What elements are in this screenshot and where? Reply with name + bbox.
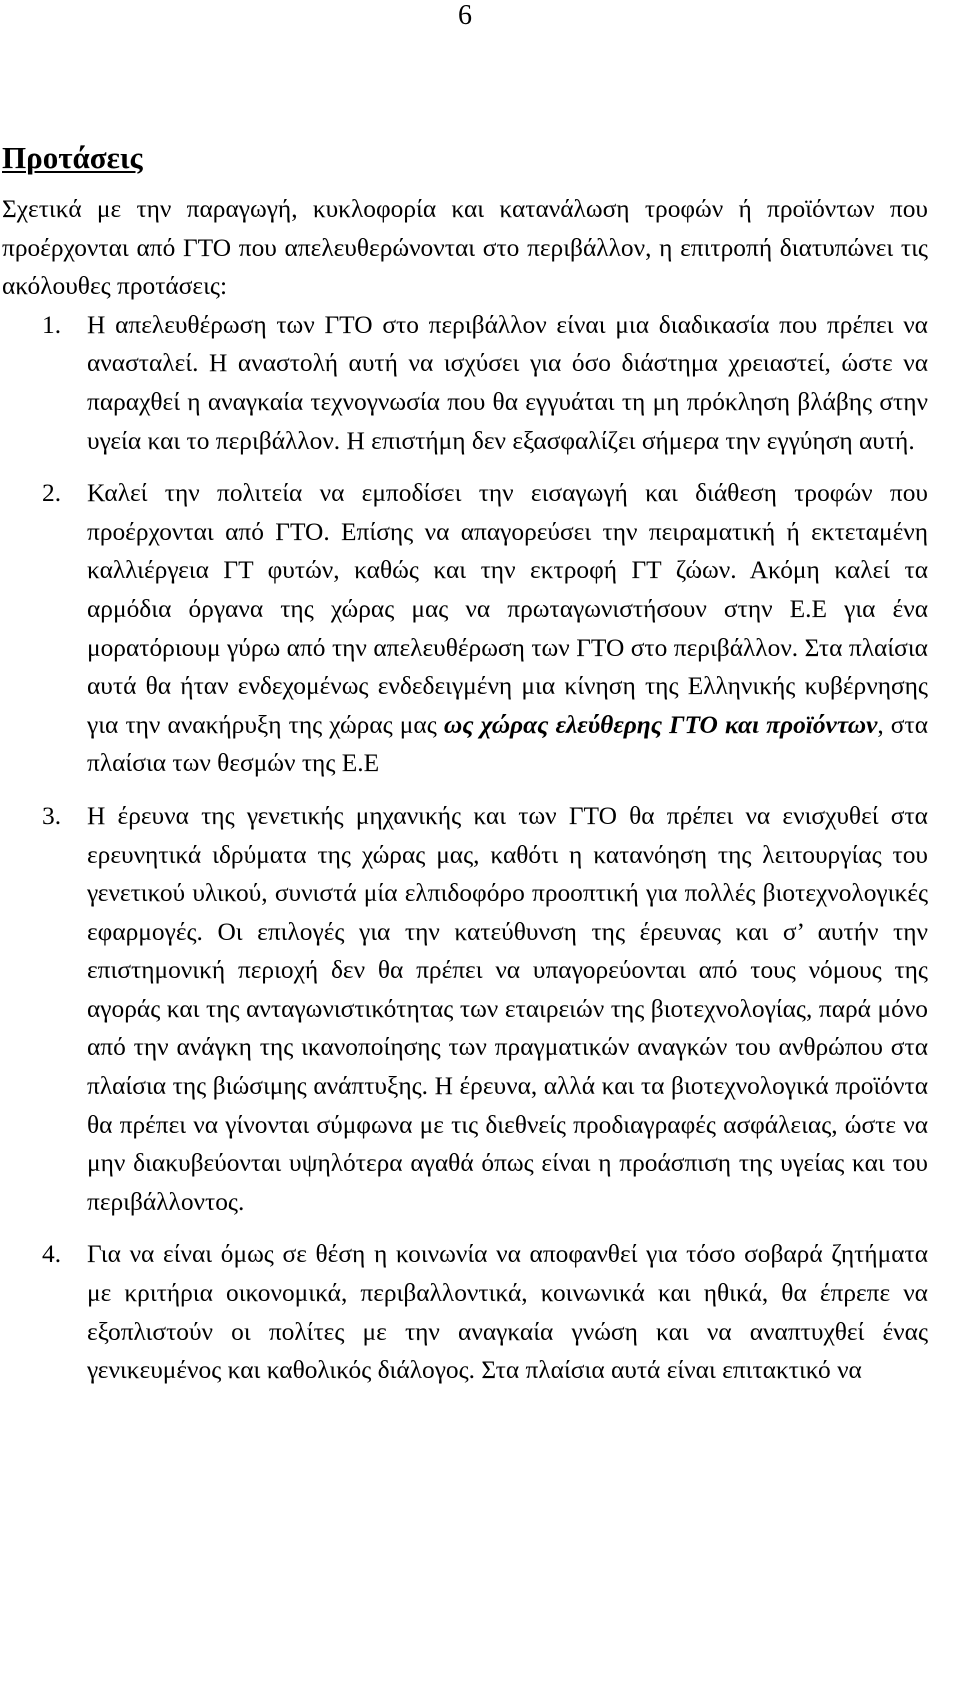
proposal-item-2	[2, 474, 928, 783]
document-body	[2, 190, 928, 1390]
intro-paragraph: Σχετικά με την παραγωγή, κυκλοφορία και κατανάλωση τροφών ή προϊόντων που προέρχονται από ΓΤΟ που απελευθερώνονται στο περιβάλλον, η επιτροπή διατυπώνει τις ακόλουθες προτάσεις:	[2, 195, 928, 301]
page-number: 6	[458, 0, 472, 31]
section-heading: Προτάσεις	[2, 140, 143, 175]
proposal-number: 3.	[42, 801, 62, 830]
proposal-item-3	[2, 797, 928, 1222]
proposal-text-after: , στα πλαίσια των θεσμών της Ε.Ε	[87, 710, 929, 778]
proposal-text: Για να είναι όμως σε θέση η κοινωνία να αποφανθεί για τόσο σοβαρά ζητήματα με κριτήρια οικονομικά, περιβαλλοντικά, κοινωνικά και ηθικά, θα έπρεπε να εξοπλιστούν οι πολίτες με την αναγκαία γνώση και να αναπτυχθεί ένας γενικευμένος και καθολικός διάλογος. Στα πλαίσια αυτά είναι επιτακτικό να	[87, 1240, 928, 1385]
proposal-number: 4.	[42, 1240, 62, 1269]
proposal-item-1	[2, 306, 928, 460]
proposal-item-4	[2, 1235, 928, 1389]
proposal-text: Η έρευνα της γενετικής μηχανικής και των ΓΤΟ θα πρέπει να ενισχυθεί στα ερευνητικά ιδρύματα της χώρας μας, καθότι η κατανόηση της λειτουργίας του γενετικού υλικού, συνιστά μία ελπιδοφόρο προοπτική για πολλές βιοτεχνολογικές εφαρμογές. Οι επιλογές για την κατεύθυνση της έρευνας και σ’ αυτήν την επιστημονική περιοχή δεν θα πρέπει να υπαγορεύονται από τους νόμους της αγοράς και της ανταγωνιστικότητας των εταιρειών της βιοτεχνολογίας, παρά μόνο από την ανάγκη της ικανοποίησης των πραγματικών αναγκών του ανθρώπου στα πλαίσια της βιώσιμης ανάπτυξης. Η έρευνα, αλλά και τα βιοτεχνολογικά προϊόντα θα πρέπει να γίνονται σύμφωνα με τις διεθνείς προδιαγραφές ασφάλειας, ώστε να μην διακυβεύονται υψηλότερα αγαθά όπως είναι η προάσπιση της υγείας και του περιβάλλοντος.	[87, 801, 928, 1216]
proposal-text: Η απελευθέρωση των ΓΤΟ στο περιβάλλον είναι μια διαδικασία που πρέπει να ανασταλεί. Η αναστολή αυτή να ισχύσει για όσο διάστημα χρειαστεί, ώστε να παραχθεί η αναγκαία τεχνογνωσία που θα εγγυάται τη μη πρόκληση βλάβης στην υγεία και το περιβάλλον. Η επιστήμη δεν εξασφαλίζει σήμερα την εγγύηση αυτή.	[87, 310, 928, 455]
proposal-text: Καλεί την πολιτεία να εμποδίσει την εισαγωγή και διάθεση τροφών που προέρχονται από ΓΤΟ. Επίσης να απαγορεύσει την πειραματική ή εκτεταμένη καλλιέργεια ΓΤ φυτών, καθώς και την εκτροφή ΓΤ ζώων. Ακόμη καλεί τα αρμόδια όργανα της χώρας μας να πρωταγωνιστήσουν στην Ε.Ε για ένα μορατόριουμ γύρω από την απελευθέρωση των ΓΤΟ στο περιβάλλον. Στα πλαίσια αυτά θα ήταν ενδεχομένως ενδεδειγμένη μια κίνηση της Ελληνικής κυβέρνησης για την ανακήρυξη της χώρας μας	[87, 479, 928, 739]
proposal-number: 1.	[42, 310, 62, 339]
proposal-number: 2.	[42, 479, 62, 508]
proposal-emphasis: ως χώρας ελεύθερης ΓΤΟ και προϊόντων	[443, 710, 878, 739]
